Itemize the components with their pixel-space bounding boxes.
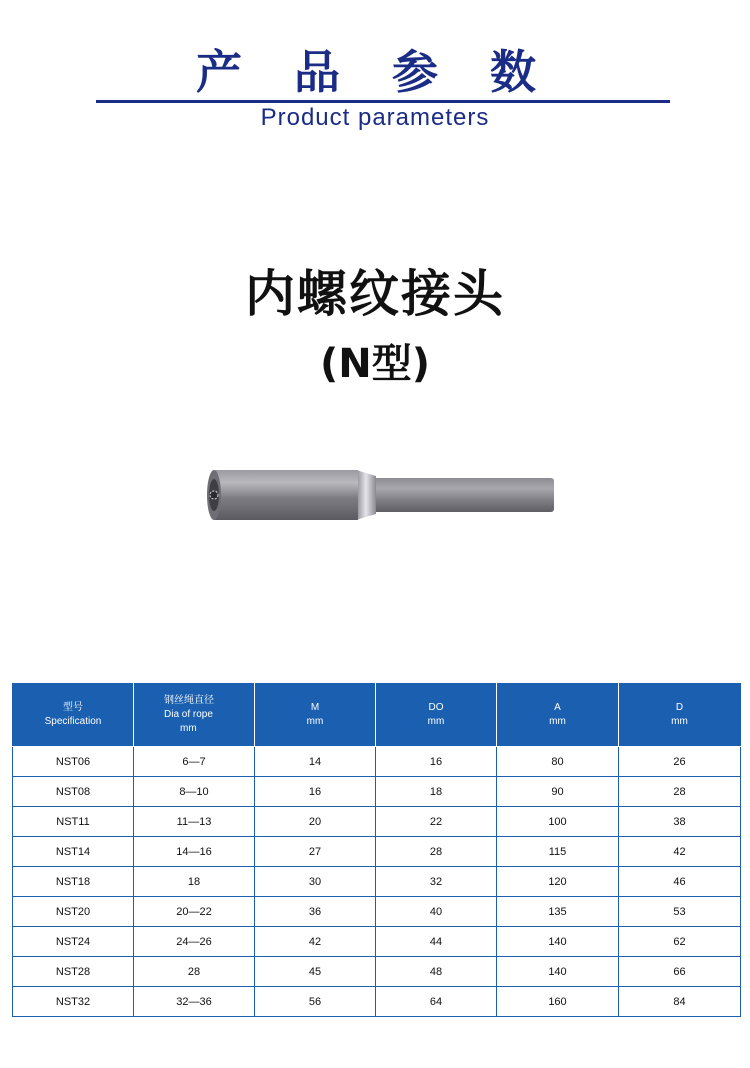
cell-d: 66: [619, 957, 741, 987]
cell-a: 90: [497, 777, 619, 807]
header-rope-diameter: 钢丝绳直径 Dia of rope mm: [134, 684, 255, 747]
table-row: [13, 807, 741, 837]
cell-rope-dia: 18: [134, 867, 255, 897]
cell-spec: NST11: [13, 807, 134, 837]
page-subtitle: Product parameters: [260, 104, 490, 131]
cell-d: 38: [619, 807, 741, 837]
cell-a: 120: [497, 867, 619, 897]
cell-do: 48: [376, 957, 497, 987]
cell-a: 115: [497, 837, 619, 867]
cell-do: 32: [376, 867, 497, 897]
cell-spec: NST08: [13, 777, 134, 807]
product-type: (N型): [319, 341, 431, 387]
page-title: 产 品 参 数: [195, 45, 555, 99]
cell-d: 28: [619, 777, 741, 807]
table-row: [13, 777, 741, 807]
cell-a: 140: [497, 927, 619, 957]
cell-spec: NST06: [13, 747, 134, 777]
cell-rope-dia: 28: [134, 957, 255, 987]
table-row: [13, 957, 741, 987]
cell-spec: NST28: [13, 957, 134, 987]
cell-do: 44: [376, 927, 497, 957]
cell-do: 18: [376, 777, 497, 807]
cell-rope-dia: 6—7: [134, 747, 255, 777]
cell-m: 14: [255, 747, 376, 777]
cell-do: 40: [376, 897, 497, 927]
table-header-row: [13, 684, 741, 747]
cell-m: 42: [255, 927, 376, 957]
spec-table: [12, 683, 741, 1017]
header-do: DO mm: [376, 684, 497, 747]
cell-m: 56: [255, 987, 376, 1017]
cell-m: 45: [255, 957, 376, 987]
product-image: [204, 466, 564, 526]
cell-rope-dia: 8—10: [134, 777, 255, 807]
cell-do: 64: [376, 987, 497, 1017]
cell-rope-dia: 24—26: [134, 927, 255, 957]
cell-rope-dia: 20—22: [134, 897, 255, 927]
cell-m: 16: [255, 777, 376, 807]
table-row: [13, 747, 741, 777]
cell-spec: NST32: [13, 987, 134, 1017]
cell-d: 46: [619, 867, 741, 897]
table-row: [13, 987, 741, 1017]
table-row: [13, 927, 741, 957]
cell-d: 53: [619, 897, 741, 927]
cell-spec: NST14: [13, 837, 134, 867]
table-row: [13, 867, 741, 897]
cell-a: 80: [497, 747, 619, 777]
cell-a: 100: [497, 807, 619, 837]
cell-spec: NST24: [13, 927, 134, 957]
cell-rope-dia: 11—13: [134, 807, 255, 837]
product-name: 内螺纹接头: [245, 265, 505, 323]
cell-rope-dia: 14—16: [134, 837, 255, 867]
cell-m: 36: [255, 897, 376, 927]
header-m: M mm: [255, 684, 376, 747]
table-row: [13, 897, 741, 927]
table-row: [13, 837, 741, 867]
header-a: A mm: [497, 684, 619, 747]
cell-rope-dia: 32—36: [134, 987, 255, 1017]
header-specification: 型号 Specification: [13, 684, 134, 747]
cell-d: 42: [619, 837, 741, 867]
cell-m: 27: [255, 837, 376, 867]
cell-spec: NST20: [13, 897, 134, 927]
cell-m: 20: [255, 807, 376, 837]
cell-m: 30: [255, 867, 376, 897]
cell-a: 135: [497, 897, 619, 927]
title-divider: [96, 100, 670, 103]
header-d: D mm: [619, 684, 741, 747]
cell-d: 26: [619, 747, 741, 777]
cell-do: 16: [376, 747, 497, 777]
cell-a: 140: [497, 957, 619, 987]
cell-d: 84: [619, 987, 741, 1017]
cell-do: 22: [376, 807, 497, 837]
cell-a: 160: [497, 987, 619, 1017]
cell-do: 28: [376, 837, 497, 867]
cell-spec: NST18: [13, 867, 134, 897]
cell-d: 62: [619, 927, 741, 957]
